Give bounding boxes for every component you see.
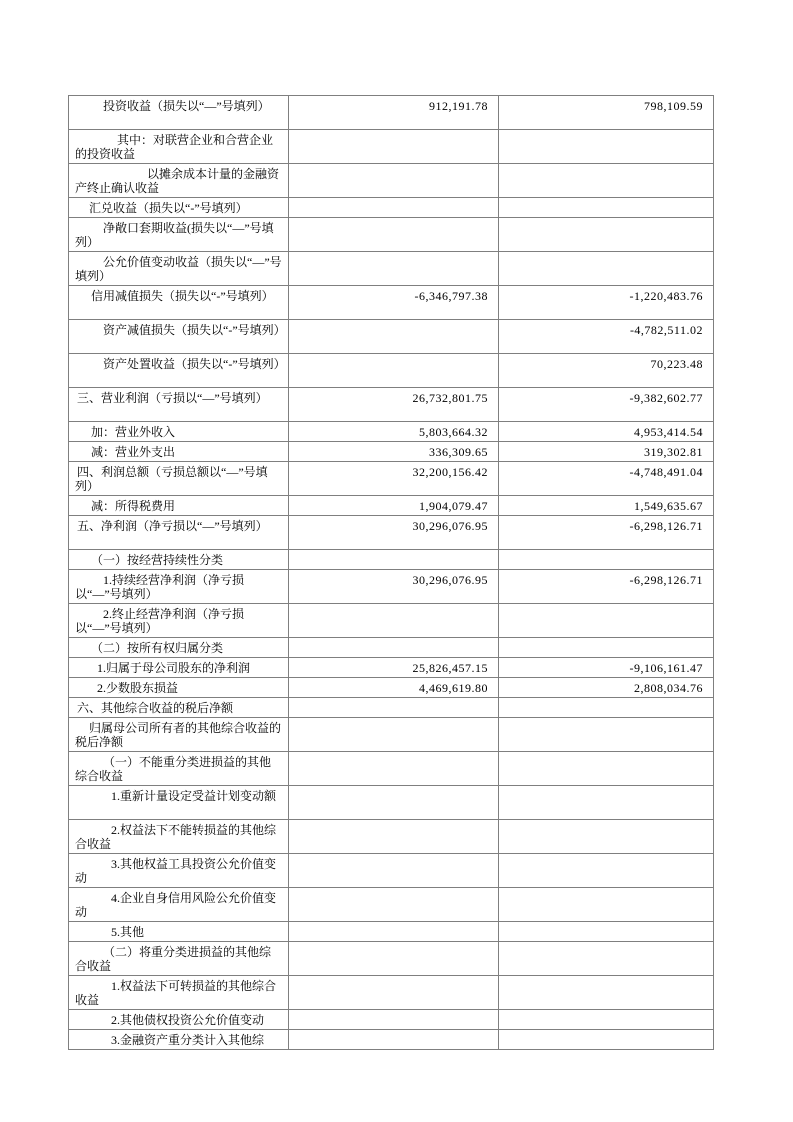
row-amount-prior: 319,302.81 — [499, 442, 714, 462]
row-label: 4.企业自身信用风险公允价值变动 — [69, 888, 289, 922]
row-amount-current: 25,826,457.15 — [289, 658, 499, 678]
row-amount-prior: 4,953,414.54 — [499, 422, 714, 442]
row-label: 5.其他 — [69, 922, 289, 942]
row-label: 信用减值损失（损失以“-”号填列） — [69, 286, 289, 320]
row-amount-prior — [499, 718, 714, 752]
row-label: 以摊余成本计量的金融资产终止确认收益 — [69, 164, 289, 198]
row-amount-prior: -6,298,126.71 — [499, 516, 714, 550]
row-label: 2.权益法下不能转损益的其他综合收益 — [69, 820, 289, 854]
row-amount-current: 30,296,076.95 — [289, 570, 499, 604]
row-amount-prior — [499, 218, 714, 252]
row-amount-prior: -4,782,511.02 — [499, 320, 714, 354]
row-amount-current: 30,296,076.95 — [289, 516, 499, 550]
row-amount-prior: -9,382,602.77 — [499, 388, 714, 422]
table-row — [69, 422, 714, 442]
row-amount-prior — [499, 820, 714, 854]
row-amount-prior — [499, 252, 714, 286]
table-row — [69, 678, 714, 698]
row-amount-current — [289, 354, 499, 388]
row-amount-prior — [499, 752, 714, 786]
table-row — [69, 604, 714, 638]
row-amount-current — [289, 130, 499, 164]
row-amount-current — [289, 698, 499, 718]
table-row — [69, 516, 714, 550]
row-label: 2.终止经营净利润（净亏损以“—”号填列） — [69, 604, 289, 638]
table-row — [69, 496, 714, 516]
table-row — [69, 658, 714, 678]
table-row — [69, 922, 714, 942]
row-amount-current — [289, 752, 499, 786]
row-amount-prior — [499, 976, 714, 1010]
table-row — [69, 130, 714, 164]
row-amount-current — [289, 218, 499, 252]
table-row — [69, 286, 714, 320]
table-row — [69, 442, 714, 462]
row-label: （一）按经营持续性分类 — [69, 550, 289, 570]
row-amount-prior: -6,298,126.71 — [499, 570, 714, 604]
table-row — [69, 698, 714, 718]
row-amount-prior: 798,109.59 — [499, 96, 714, 130]
row-label: 三、营业利润（亏损以“—”号填列） — [69, 388, 289, 422]
row-label: （二）将重分类进损益的其他综合收益 — [69, 942, 289, 976]
table-row — [69, 354, 714, 388]
row-label: 净敞口套期收益(损失以“—”号填列） — [69, 218, 289, 252]
row-amount-prior: 1,549,635.67 — [499, 496, 714, 516]
row-amount-current — [289, 942, 499, 976]
row-amount-prior — [499, 198, 714, 218]
row-label: 1.持续经营净利润（净亏损以“—”号填列） — [69, 570, 289, 604]
row-amount-prior: 70,223.48 — [499, 354, 714, 388]
row-amount-current: 1,904,079.47 — [289, 496, 499, 516]
row-amount-current — [289, 922, 499, 942]
row-amount-current: -6,346,797.38 — [289, 286, 499, 320]
row-amount-current — [289, 638, 499, 658]
row-amount-prior — [499, 1010, 714, 1030]
row-amount-current — [289, 820, 499, 854]
table-row — [69, 198, 714, 218]
row-label: 1.重新计量设定受益计划变动额 — [69, 786, 289, 820]
row-label: 3.其他权益工具投资公允价值变动 — [69, 854, 289, 888]
row-amount-prior — [499, 130, 714, 164]
row-amount-current — [289, 888, 499, 922]
table-row — [69, 164, 714, 198]
table-row — [69, 1030, 714, 1050]
row-amount-current — [289, 604, 499, 638]
table-row — [69, 320, 714, 354]
row-amount-current — [289, 550, 499, 570]
row-amount-current — [289, 1030, 499, 1050]
table-row — [69, 218, 714, 252]
row-label: 四、利润总额（亏损总额以“—”号填列） — [69, 462, 289, 496]
row-amount-current: 912,191.78 — [289, 96, 499, 130]
row-amount-prior: -1,220,483.76 — [499, 286, 714, 320]
row-amount-current — [289, 786, 499, 820]
row-amount-current — [289, 320, 499, 354]
row-label: （二）按所有权归属分类 — [69, 638, 289, 658]
row-label: 汇兑收益（损失以“-”号填列） — [69, 198, 289, 218]
row-label: 1.归属于母公司股东的净利润 — [69, 658, 289, 678]
row-label: 资产减值损失（损失以“-”号填列） — [69, 320, 289, 354]
row-amount-prior — [499, 888, 714, 922]
income-statement-table — [68, 95, 714, 1050]
row-amount-current — [289, 854, 499, 888]
table-row — [69, 638, 714, 658]
table-row — [69, 854, 714, 888]
row-amount-prior — [499, 604, 714, 638]
row-amount-prior: 2,808,034.76 — [499, 678, 714, 698]
row-amount-current: 5,803,664.32 — [289, 422, 499, 442]
row-amount-prior — [499, 638, 714, 658]
row-label: 归属母公司所有者的其他综合收益的税后净额 — [69, 718, 289, 752]
row-label: 2.少数股东损益 — [69, 678, 289, 698]
row-amount-current — [289, 252, 499, 286]
table-row — [69, 888, 714, 922]
row-amount-prior — [499, 164, 714, 198]
row-label: 投资收益（损失以“—”号填列） — [69, 96, 289, 130]
table-row — [69, 718, 714, 752]
row-label: 1.权益法下可转损益的其他综合收益 — [69, 976, 289, 1010]
table-row — [69, 550, 714, 570]
table-row — [69, 820, 714, 854]
table-row — [69, 786, 714, 820]
table-row — [69, 462, 714, 496]
row-amount-prior — [499, 786, 714, 820]
row-amount-current — [289, 718, 499, 752]
row-label: 减：所得税费用 — [69, 496, 289, 516]
row-amount-current — [289, 976, 499, 1010]
row-label: 减：营业外支出 — [69, 442, 289, 462]
table-row — [69, 942, 714, 976]
row-amount-current: 26,732,801.75 — [289, 388, 499, 422]
row-amount-current: 4,469,619.80 — [289, 678, 499, 698]
table-row — [69, 252, 714, 286]
row-amount-prior — [499, 922, 714, 942]
row-amount-prior: -9,106,161.47 — [499, 658, 714, 678]
table-row — [69, 570, 714, 604]
row-label: （一）不能重分类进损益的其他综合收益 — [69, 752, 289, 786]
row-label: 3.金融资产重分类计入其他综 — [69, 1030, 289, 1050]
row-amount-current — [289, 1010, 499, 1030]
row-amount-prior — [499, 854, 714, 888]
row-amount-current: 336,309.65 — [289, 442, 499, 462]
row-amount-prior: -4,748,491.04 — [499, 462, 714, 496]
table-body — [69, 96, 714, 1050]
row-amount-current — [289, 164, 499, 198]
row-label: 2.其他债权投资公允价值变动 — [69, 1010, 289, 1030]
table-row — [69, 1010, 714, 1030]
row-label: 六、其他综合收益的税后净额 — [69, 698, 289, 718]
table-row — [69, 96, 714, 130]
row-amount-prior — [499, 698, 714, 718]
row-label: 公允价值变动收益（损失以“—”号填列） — [69, 252, 289, 286]
row-label: 资产处置收益（损失以“-”号填列） — [69, 354, 289, 388]
table-row — [69, 976, 714, 1010]
row-label: 五、净利润（净亏损以“—”号填列） — [69, 516, 289, 550]
row-amount-prior — [499, 942, 714, 976]
table-row — [69, 752, 714, 786]
row-label: 加：营业外收入 — [69, 422, 289, 442]
row-amount-current — [289, 198, 499, 218]
row-amount-prior — [499, 1030, 714, 1050]
table-row — [69, 388, 714, 422]
row-amount-current: 32,200,156.42 — [289, 462, 499, 496]
row-label: 其中：对联营企业和合营企业的投资收益 — [69, 130, 289, 164]
row-amount-prior — [499, 550, 714, 570]
